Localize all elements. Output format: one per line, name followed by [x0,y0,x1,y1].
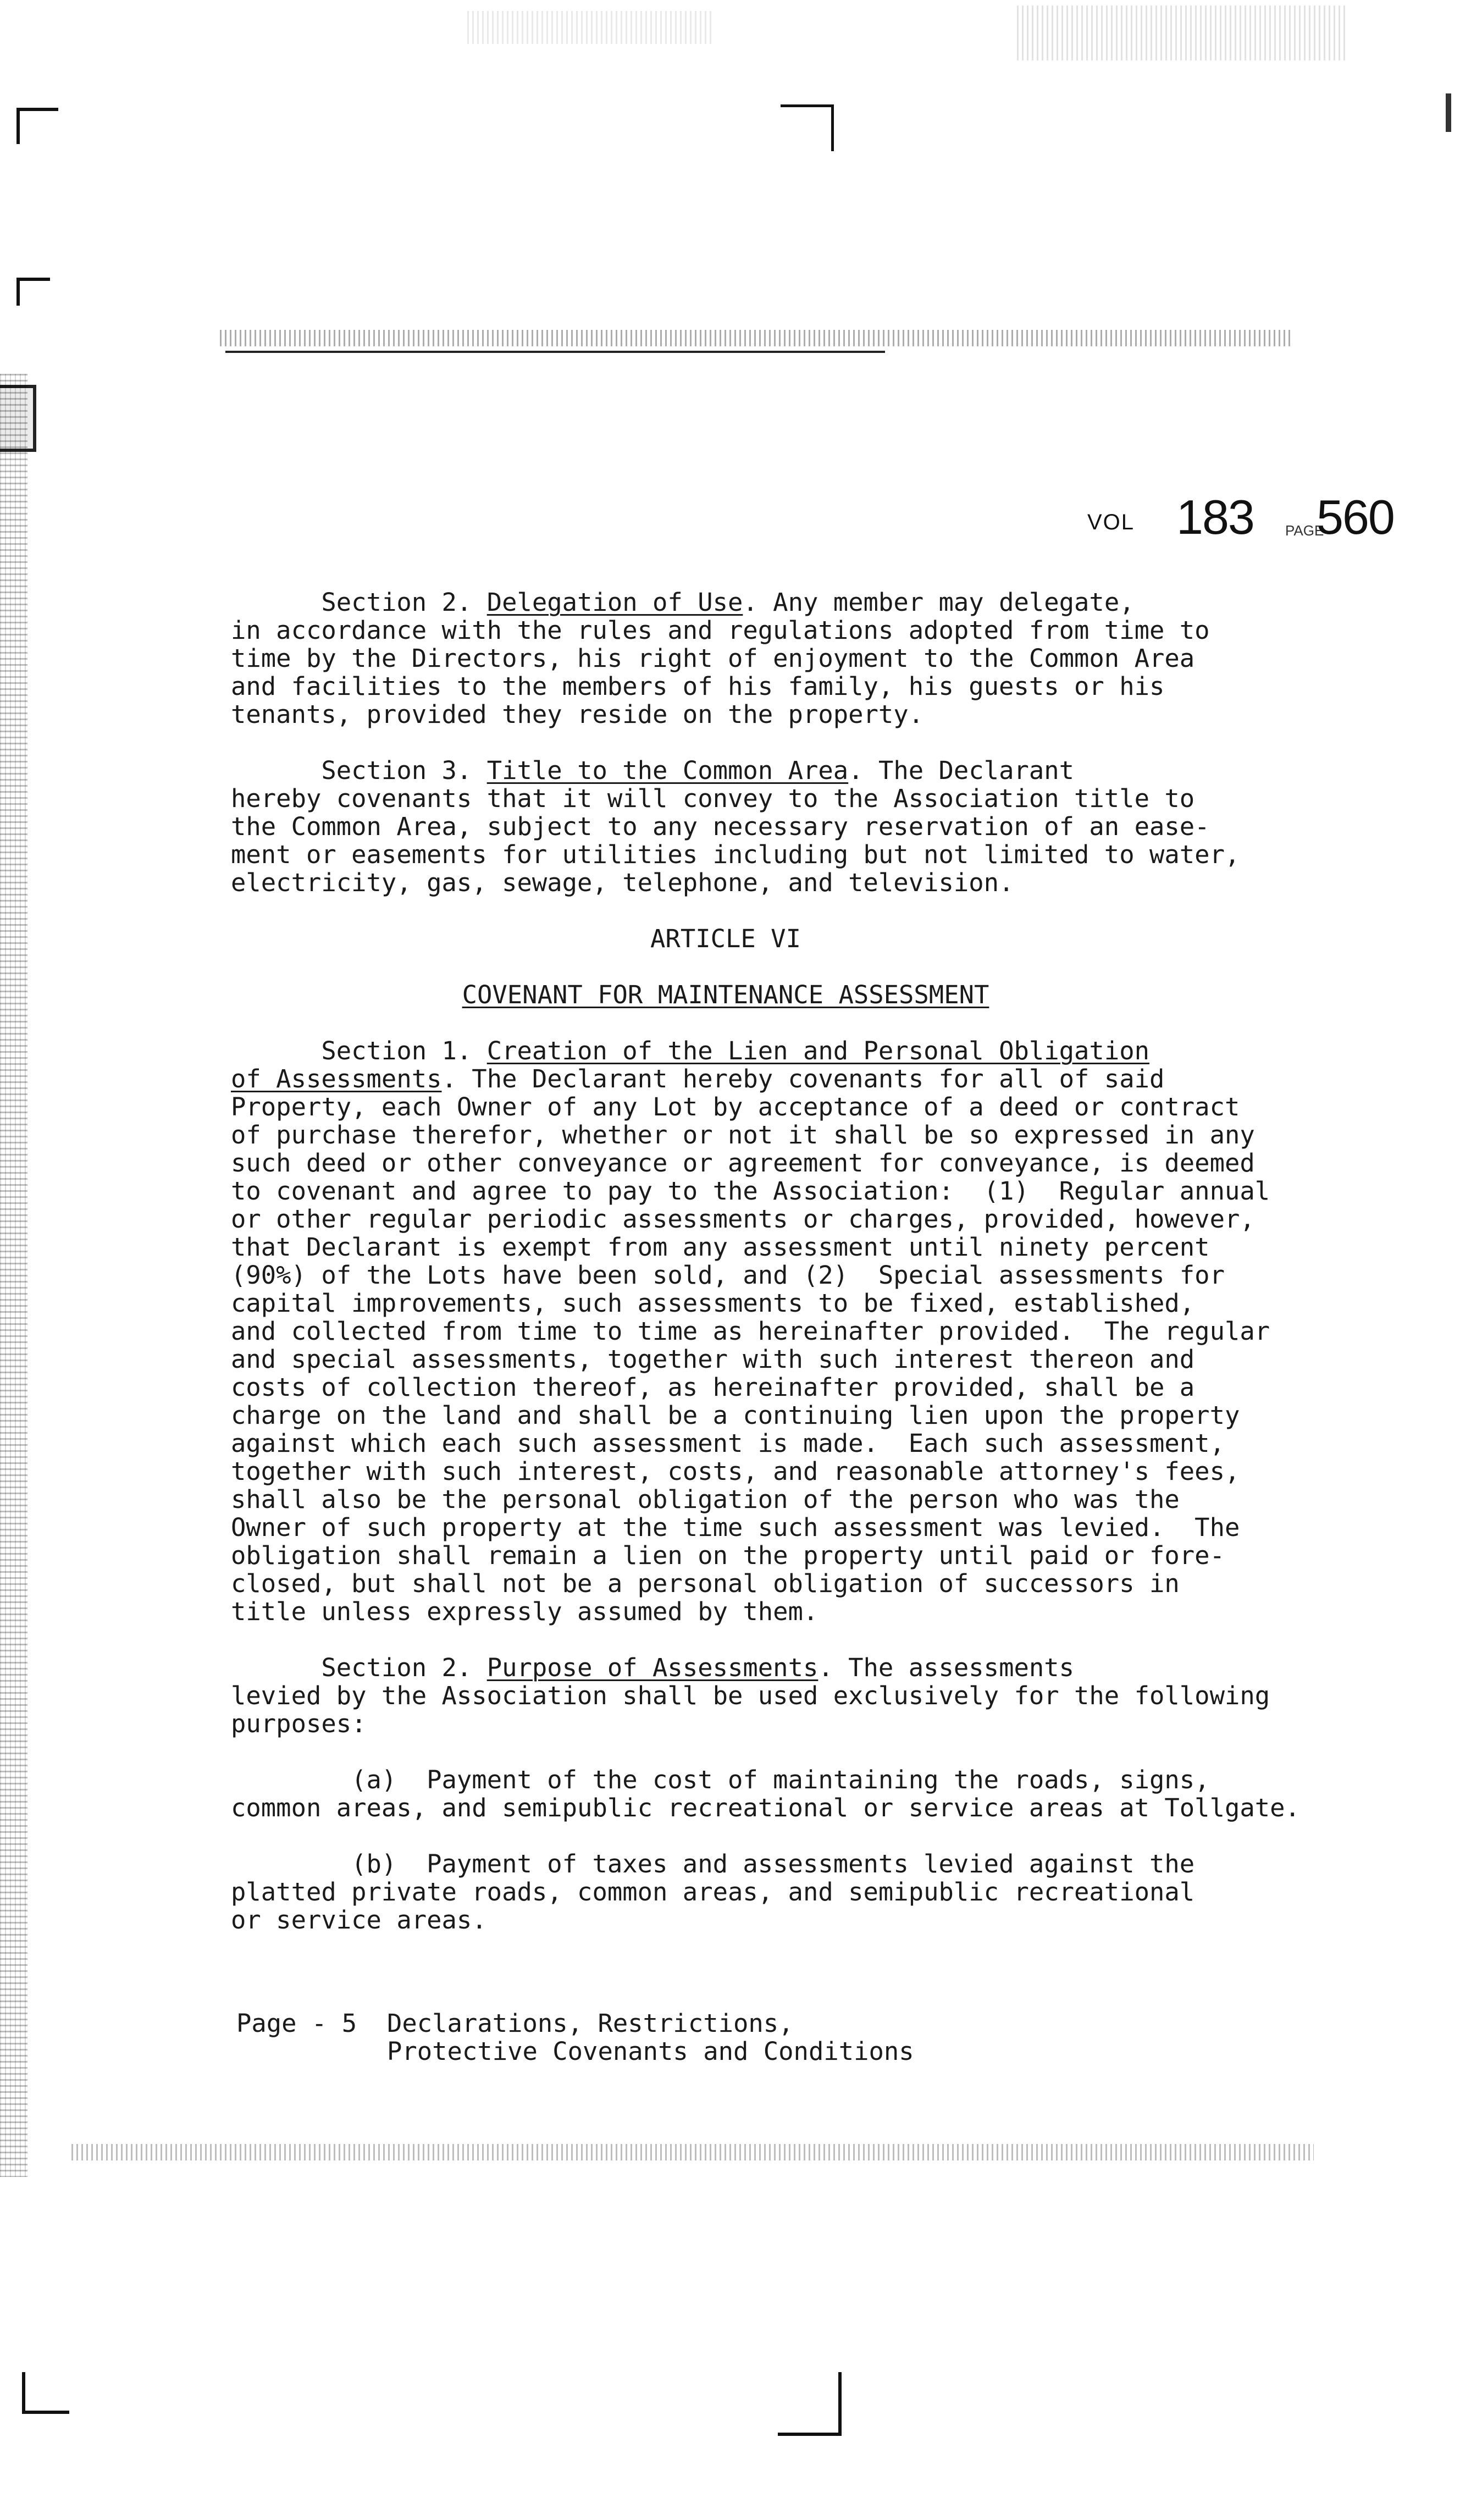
text-line: purposes: [231,1709,367,1738]
section-title: Creation of the Lien and Personal Obligation [486,1036,1150,1065]
text-line: Owner of such property at the time such assessment was levied. The [231,1513,1240,1542]
text-line: (90%) of the Lots have been sold, and (2) Special assessments for [231,1261,1225,1290]
text-line: together with such interest, costs, and reasonable attorney's fees, [231,1457,1240,1486]
section-title: of Assessments [231,1064,442,1093]
section-heading-line: of Assessments. The Declarant hereby covenants for all of said [231,1064,1165,1093]
text-line: obligation shall remain a lien on the property until paid or fore- [231,1541,1225,1570]
page-number-stamp: 560 [1317,490,1394,544]
text-line: and special assessments, together with such interest thereon and [231,1345,1195,1374]
text-line: charge on the land and shall be a continuing lien upon the property [231,1401,1240,1430]
text-line: that Declarant is exempt from any assessment until ninety percent [231,1233,1210,1262]
article-title: COVENANT FOR MAINTENANCE ASSESSMENT [462,980,989,1009]
section-heading-line: Section 2. Purpose of Assessments. The assessments [321,1653,1075,1682]
text-line: or other regular periodic assessments or charges, provided, however, [231,1204,1255,1234]
text-line: hereby covenants that it will convey to the Association title to [231,784,1195,813]
text-line: electricity, gas, sewage, telephone, and television. [231,868,1014,897]
crop-mark-top-right [781,104,834,151]
volume-label: VOL [1087,510,1135,534]
binder-edge-noise [0,374,27,2177]
text-line: and collected from time to time as hereinafter provided. The regular [231,1317,1270,1346]
text-line: time by the Directors, his right of enjoyment to the Common Area [231,644,1195,673]
section-heading-line: Section 1. Creation of the Lien and Personal Obligation [321,1036,1150,1065]
footer-title: Declarations, Restrictions, [386,2009,794,2038]
list-item: (b) Payment of taxes and assessments levied against the [351,1849,1195,1878]
article-number: ARTICLE VI [650,924,801,953]
crop-mark-inner [16,278,50,306]
page-footer [236,2009,914,2065]
text-line: title unless expressly assumed by them. [231,1597,819,1626]
text-line: closed, but shall not be a personal obligation of successors in [231,1569,1180,1598]
text-line: ment or easements for utilities including but not limited to water, [231,840,1240,869]
text-line: such deed or other conveyance or agreement for conveyance, is deemed [231,1148,1255,1178]
text-line: shall also be the personal obligation of the person who was the [231,1485,1180,1514]
text-line: capital improvements, such assessments to be fixed, established, [231,1289,1195,1318]
section-title: Purpose of Assessments [486,1653,819,1682]
text-line: or service areas. [231,1905,487,1935]
volume-number: 183 [1176,490,1254,544]
crop-mark-top-left [16,108,58,144]
list-item: (a) Payment of the cost of maintaining the roads, signs, [351,1765,1210,1794]
text-line: Property, each Owner of any Lot by acceptance of a deed or contract [231,1092,1240,1121]
footer-page-number: Page - 5 [236,2009,357,2038]
page-label-stamp: PAGE [1285,522,1324,539]
document-body [231,588,1413,1934]
text-line: the Common Area, subject to any necessary reservation of an ease- [231,812,1210,841]
text-line: platted private roads, common areas, and semipublic recreational [231,1877,1195,1906]
crop-mark-bottom-left [22,2372,69,2414]
scan-noise-band [220,330,1292,346]
text-line: against which each such assessment is made. Each such assessment, [231,1429,1225,1458]
crop-mark-bottom-right [778,2372,842,2436]
text-line: to covenant and agree to pay to the Association: (1) Regular annual [231,1176,1270,1206]
text-line: of purchase therefor, whether or not it shall be so expressed in any [231,1120,1255,1150]
scan-noise [467,11,715,44]
text-line: tenants, provided they reside on the property. [231,700,924,729]
scan-noise-band [71,2144,1314,2160]
section-title: Delegation of Use [486,588,743,617]
text-line: levied by the Association shall be used exclusively for the following [231,1681,1270,1710]
text-line: in accordance with the rules and regulations adopted from time to [231,616,1210,645]
scan-mark [1446,93,1451,132]
scan-noise [1017,5,1347,60]
section-heading-line: Section 3. Title to the Common Area. The Declarant [321,756,1075,785]
text-line: common areas, and semipublic recreational or service areas at Tollgate. [231,1793,1300,1822]
text-line: and facilities to the members of his family, his guests or his [231,672,1165,701]
text-line: costs of collection thereof, as hereinafter provided, shall be a [231,1373,1195,1402]
footer-subtitle: Protective Covenants and Conditions [386,2037,914,2066]
scan-line [225,351,885,353]
section-heading-line: Section 2. Delegation of Use. Any member may delegate, [321,588,1135,617]
section-title: Title to the Common Area [486,756,849,785]
